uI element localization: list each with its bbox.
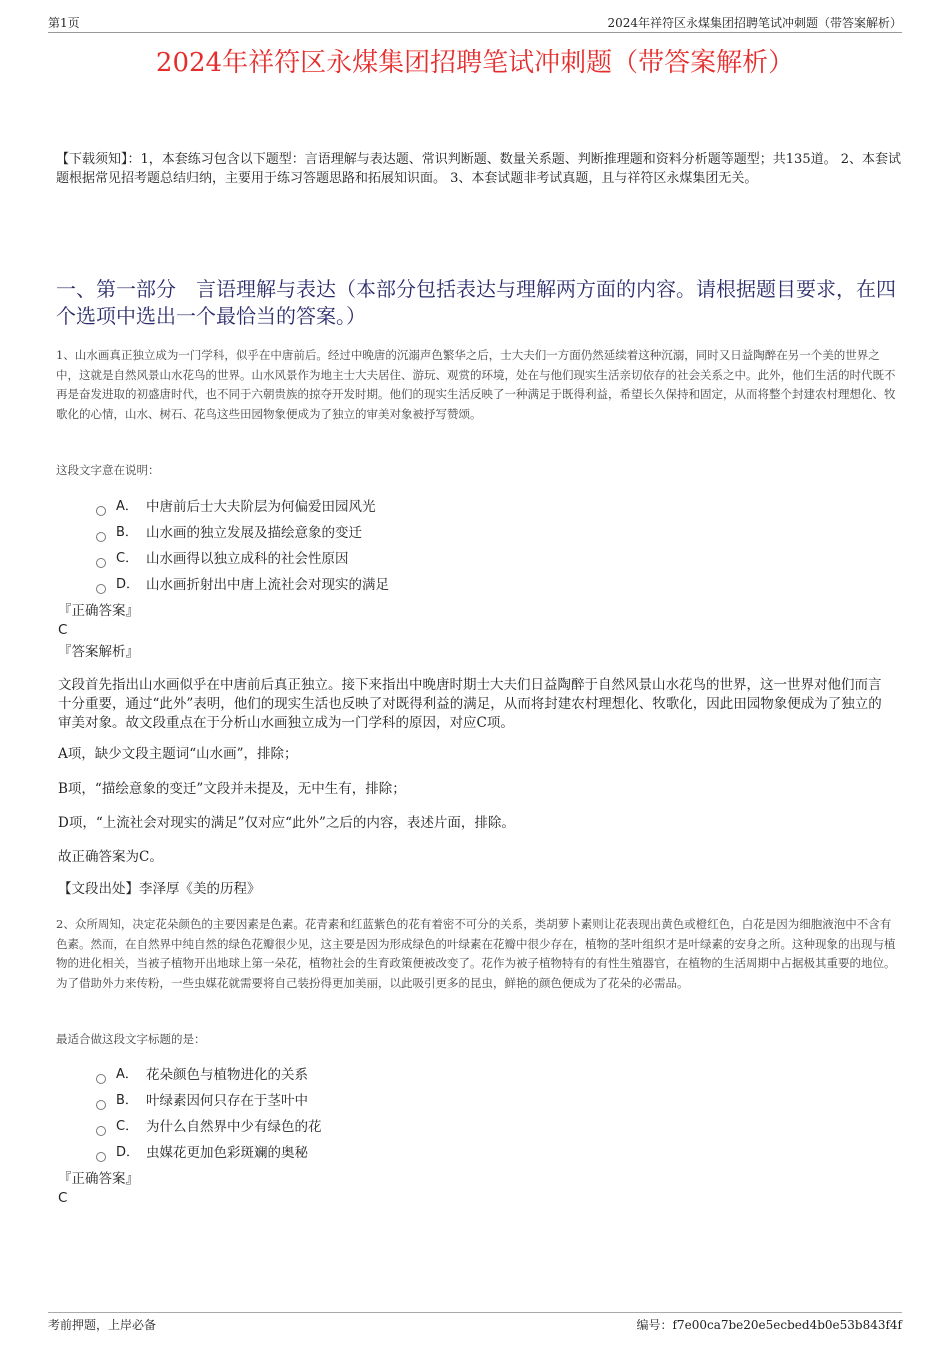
radio-icon[interactable] <box>96 1074 106 1084</box>
option-b[interactable]: B． 山水画的独立发展及描绘意象的变迁 <box>96 520 389 546</box>
option-a[interactable]: A． 中唐前后士大夫阶层为何偏爱田园风光 <box>96 494 389 520</box>
question-1-prompt: 这段文字意在说明： <box>56 463 160 477</box>
answer-value: C <box>58 622 68 638</box>
analysis-label: 『答案解析』 <box>58 644 139 660</box>
analysis-option-b: B项，“描绘意象的变迁”文段并未提及，无中生有，排除； <box>58 781 406 797</box>
analysis-option-d: D项，“上流社会对现实的满足”仅对应“此外”之后的内容，表述片面，排除。 <box>58 815 515 831</box>
question-1-text: 1、山水画真正独立成为一门学科，似乎在中唐前后。经过中晚唐的沉溺声色繁华之后，士大夫们一方面仍然延续着这种沉溺，同时又日益陶醉在另一个美的世界之中，这就是自然风景山水花鸟的世界。山水风景作为地主士大夫居住、游玩、观赏的环境，处在与他们现实生活亲切依存的社会关系之中。此外，他们生活的时代既不再是奋发进取的初盛唐时代，也不同于六朝贵族的掠夺开发时期。他们的现实生活反映了一种满足于既得利益，希望长久保持和固定，从而将整个封建农村理想化、牧歌化的心情，山水、树石、花鸟这些田园物象便成为了独立的审美对象被抒写赞颂。 <box>56 348 896 421</box>
download-notice: 【下载须知】：1，本套练习包含以下题型：言语理解与表达题、常识判断题、数量关系题、判断推理题和资料分析题等题型；共135道。 2、本套试题根据常见招考题总结归纳，主要用于练习答题思路和拓展知识面。 3、本套试题非考试真题，且与祥符区永煤集团无关。 <box>56 152 901 186</box>
radio-icon[interactable] <box>96 1126 106 1136</box>
page-number: 第1页 <box>48 16 80 30</box>
answer-value: C <box>58 1190 68 1206</box>
radio-icon[interactable] <box>96 506 106 516</box>
answer-label: 『正确答案』 <box>58 603 139 619</box>
option-a[interactable]: A． 花朵颜色与植物进化的关系 <box>96 1062 322 1088</box>
option-c[interactable]: C． 为什么自然界中少有绿色的花 <box>96 1114 322 1140</box>
answer-label: 『正确答案』 <box>58 1171 139 1187</box>
section-heading: 一、第一部分 言语理解与表达（本部分包括表达与理解两方面的内容。请根据题目要求，在四个选项中选出一个最恰当的答案。） <box>56 277 896 328</box>
analysis-conclusion: 故正确答案为C。 <box>58 849 163 865</box>
radio-icon[interactable] <box>96 1100 106 1110</box>
page-header <box>48 14 902 33</box>
question-1-options <box>96 494 389 598</box>
footer-doc-id: 编号：f7e00ca7be20e5ecbed4b0e53b843f4f <box>636 1318 902 1332</box>
question-2-text: 2、众所周知，决定花朵颜色的主要因素是色素。花青素和红蓝紫色的花有着密不可分的关系，类胡萝卜素则让花表现出黄色或橙红色，白花是因为细胞液泡中不含有色素。然而，在自然界中纯自然的绿色花瓣很少见，这主要是因为形成绿色的叶绿素在花瓣中很少存在，植物的茎叶组织才是叶绿素的安身之所。这种现象的出现与植物的进化相关，当被子植物开出地球上第一朵花，植物社会的生育政策便被改变了。花作为被子植物特有的有性生殖器官，在植物的生活周期中占据极其重要的地位。为了借助外力来传粉，一些虫媒花就需要将自己装扮得更加美丽，以此吸引更多的昆虫，鲜艳的颜色便成为了花朵的必需品。 <box>56 917 896 990</box>
radio-icon[interactable] <box>96 1152 106 1162</box>
option-c[interactable]: C． 山水画得以独立成科的社会性原因 <box>96 546 389 572</box>
analysis-option-a: A项，缺少文段主题词“山水画”，排除； <box>58 746 298 762</box>
text-source: 【文段出处】李泽厚《美的历程》 <box>58 881 261 897</box>
question-2-prompt: 最适合做这段文字标题的是： <box>56 1032 206 1046</box>
document-title: 2024年祥符区永煤集团招聘笔试冲刺题（带答案解析） <box>155 48 795 78</box>
page-footer <box>48 1312 902 1336</box>
question-2-options <box>96 1062 322 1166</box>
footer-slogan: 考前押题，上岸必备 <box>48 1318 157 1332</box>
radio-icon[interactable] <box>96 558 106 568</box>
option-d[interactable]: D． 山水画折射出中唐上流社会对现实的满足 <box>96 572 389 598</box>
analysis-paragraph: 文段首先指出山水画似乎在中唐前后真正独立。接下来指出中晚唐时期士大夫们日益陶醉于自然风景山水花鸟的世界，这一世界对他们而言十分重要，通过“此外”表明，他们的现实生活也反映了对既得利益的满足，从而将封建农村理想化、牧歌化，因此田园物象便成为了独立的审美对象。故文段重点在于分析山水画独立成为一门学科的原因，对应C项。 <box>58 677 882 731</box>
option-d[interactable]: D． 虫媒花更加色彩斑斓的奥秘 <box>96 1140 322 1166</box>
header-doc-title: 2024年祥符区永煤集团招聘笔试冲刺题（带答案解析） <box>607 16 902 30</box>
option-b[interactable]: B． 叶绿素因何只存在于茎叶中 <box>96 1088 322 1114</box>
radio-icon[interactable] <box>96 584 106 594</box>
radio-icon[interactable] <box>96 532 106 542</box>
